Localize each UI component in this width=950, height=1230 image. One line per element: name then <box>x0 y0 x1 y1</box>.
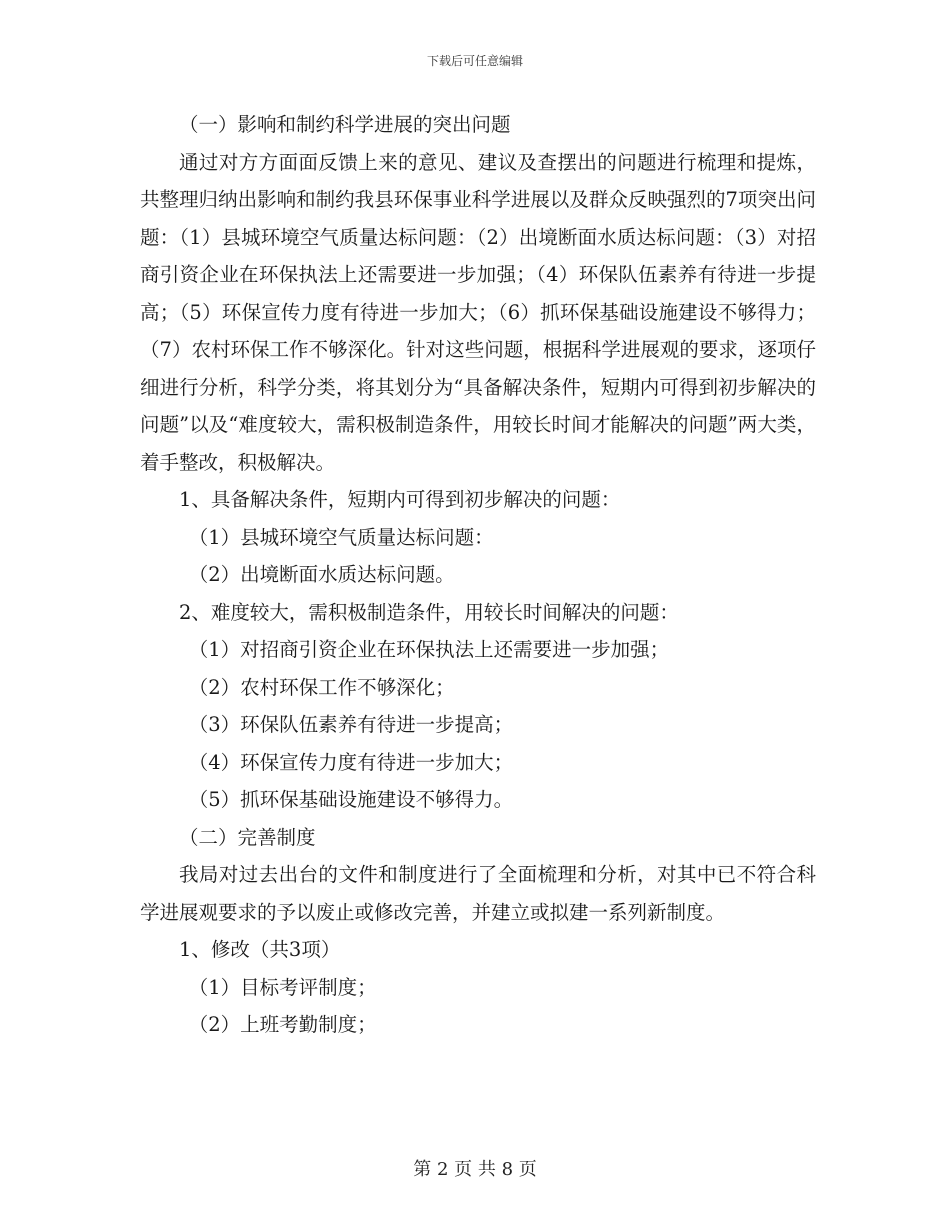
list-item: （1）对招商引资企业在环保执法上还需要进一步加强； <box>188 638 670 661</box>
list-item: （5）抓环保基础设施建设不够得力。 <box>188 788 514 811</box>
list-item: （1）目标考评制度； <box>188 975 377 999</box>
list-item: （2）农村环保工作不够深化； <box>188 675 455 699</box>
list-heading-short-term: 1、具备解决条件，短期内可得到初步解决的问题： <box>179 488 621 511</box>
section-heading-problems: （一）影响和制约科学进展的突出问题 <box>179 113 511 136</box>
list-item: （3）环保队伍素养有待进一步提高； <box>188 713 514 736</box>
list-heading-long-term: 2、难度较大，需积极制造条件，用较长时间解决的问题： <box>179 600 679 624</box>
section-heading-system: （二）完善制度 <box>179 825 316 849</box>
body-paragraph-system: 我局对过去出台的文件和制度进行了全面梳理和分析，对其中已不符合科学进展观要求的予以废止或修改完善，并建立或拟建一系列新制度。 <box>140 863 816 924</box>
list-item: （1）县城环境空气质量达标问题： <box>188 525 494 549</box>
list-heading-revisions: 1、修改（共3项） <box>179 938 341 961</box>
list-item: （2）上班考勤制度； <box>188 1013 377 1036</box>
list-item: （2）出境断面水质达标问题。 <box>188 563 455 586</box>
list-item: （4）环保宣传力度有待进一步加大； <box>188 750 514 774</box>
document-body <box>140 106 816 1044</box>
page-number-footer: 第 2 页 共 8 页 <box>413 1159 537 1180</box>
page-header-note: 下载后可任意编辑 <box>426 54 523 68</box>
body-paragraph-problems: 通过对方方面面反馈上来的意见、建议及查摆出的问题进行梳理和提炼，共整理归纳出影响和制约我县环保事业科学进展以及群众反映强烈的7项突出问题：（1）县城环境空气质量达标问题：（2）出境断面水质达标问题：（3）对招商引资企业在环保执法上还需要进一步加强；（4）环保队伍素养有待进一步提高；（5）环保宣传力度有待进一步加大；（6）抓环保基础设施建设不够得力；（7）农村环保工作不够深化。针对这些问题，根据科学进展观的要求，逐项仔细进行分析，科学分类，将其划分为“具备解决条件，短期内可得到初步解决的问题”以及“难度较大，需积极制造条件，用较长时间才能解决的问题”两大类，着手整改，积极解决。 <box>140 150 816 474</box>
